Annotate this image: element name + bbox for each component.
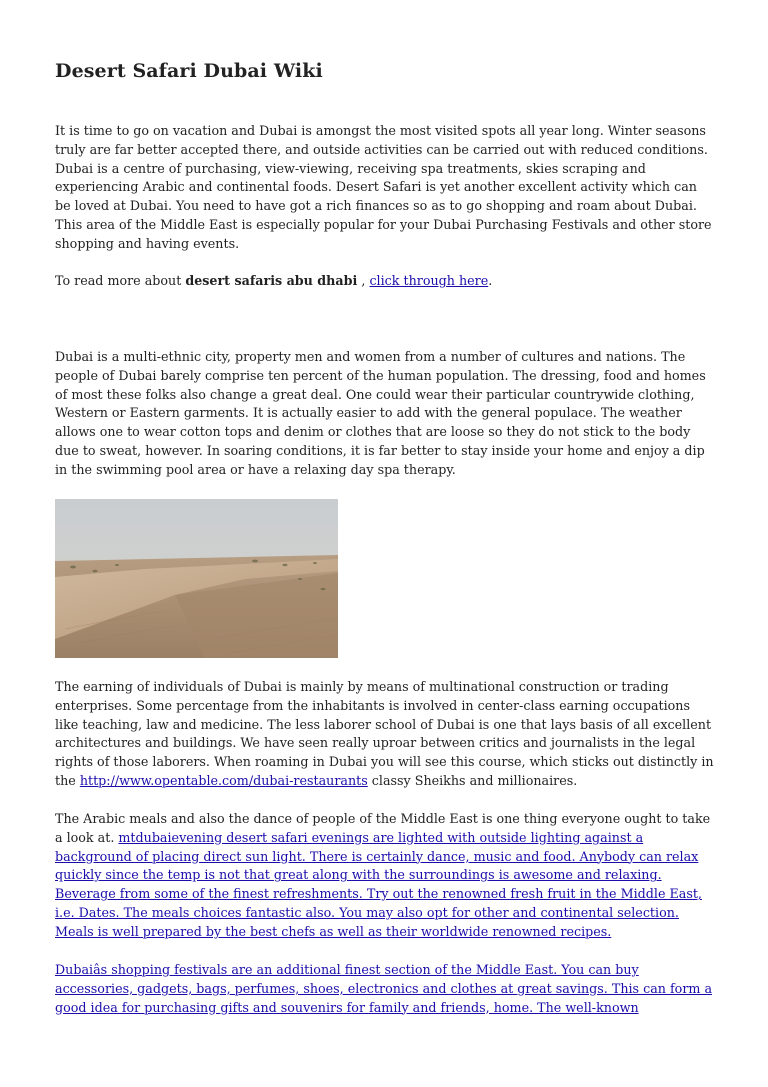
earning-paragraph <box>55 678 715 791</box>
arabic-paragraph <box>55 810 715 942</box>
read-more-paragraph <box>55 272 715 291</box>
earning-end: classy Sheikhs and millionaires. <box>367 772 578 788</box>
read-more-keyword: desert safaris abu dhabi <box>185 273 358 288</box>
desert-photo <box>55 499 338 658</box>
page-title: Desert Safari Dubai Wiki <box>55 60 323 82</box>
arabic-text: The Arabic meals and also the dance of people of the Middle East is one thing everyone ought to take a look at. <box>55 811 711 845</box>
intro-paragraph: It is time to go on vacation and Dubai is amongst the most visited spots all year long. Winter seasons truly are far better accepted there, and outside activities can be carried out with reduced conditions. Dubai is a centre of purchasing, view-viewing, receiving spa treatments, skies scraping and experiencing Arabic and continental foods. Desert Safari is yet another excellent activity which can be loved at Dubai. You need to have got a rich finances so as to go shopping and roam about Dubai. This area of the Middle East is especially popular for your Dubai Purchasing Festivals and other store shopping and having events. <box>55 123 712 251</box>
read-more-prefix: To read more about <box>55 273 186 288</box>
read-more-comma: , <box>357 273 370 288</box>
multiethnic-paragraph: Dubai is a multi-ethnic city, property men and women from a number of cultures and nations. The people of Dubai barely comprise ten percent of the human population. The dressing, food and homes of most these folks also change a great deal. One could wear their particular countrywide clothing, Western or Eastern garments. It is actually easier to add with the general populace. The weather allows one to wear cotton tops and denim or clothes that are loose so they do not stick to the body due to sweat, however. In soaring conditions, it is far better to stay inside your home and enjoy a dip in the swimming pool area or have a relaxing day spa therapy. <box>55 349 706 477</box>
shopping-festivals-link[interactable]: Dubaiâs shopping festivals are an additional finest section of the Middle East. You can buy accessories, gadgets, bags, perfumes, shoes, electronics and clothes at great savings. This can form a good idea for purchasing gifts and souvenirs for family and friends, home. The well-known <box>55 962 713 1015</box>
desert-photo-image <box>55 499 338 658</box>
desert-safari-evenings-link[interactable]: mtdubaievening desert safari evenings are lighted with outside lighting against a background of placing direct sun light. There is certainly dance, music and food. Anybody can relax quickly since the temp is not that great along with the surroundings is awesome and relaxing. Beverage from some of the finest refreshments. Try out the renowned fresh fruit in the Middle East, i.e. Dates. The meals choices fantastic also. You may also opt for other and continental selection. Meals is well prepared by the best chefs as well as their worldwide renowned recipes. <box>55 829 702 939</box>
read-more-end: . <box>488 273 493 288</box>
opentable-link[interactable]: http://www.opentable.com/dubai-restaurants <box>79 772 368 788</box>
click-through-link[interactable]: click through here <box>369 273 489 288</box>
shopping-paragraph <box>55 961 715 1017</box>
earning-text: The earning of individuals of Dubai is mainly by means of multinational construction or trading enterprises. Some percentage from the inhabitants is involved in center-class earning occupations like teaching, law and medicine. The less laborer school of Dubai is one that lays basis of all excellent architectures and buildings. We have seen really uproar between critics and journalists in the legal rights of those laborers. When roaming in Dubai you will see this course, which sticks out distinctly in the <box>55 679 714 788</box>
